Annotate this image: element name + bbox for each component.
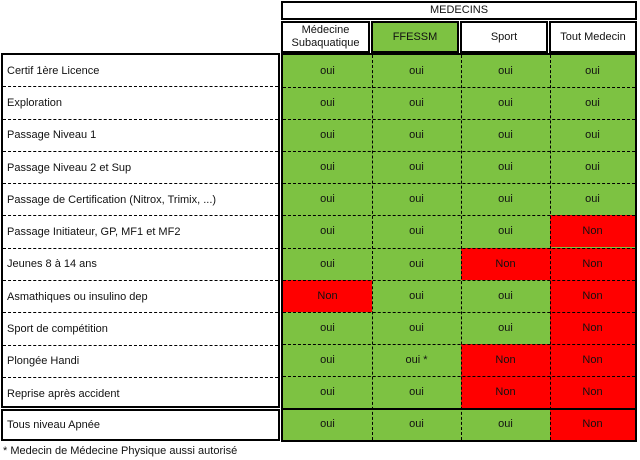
row-separator [283,312,635,313]
grid-cell: Non [550,344,635,376]
grid-cell: Non [550,312,635,344]
grid-cell: oui [320,65,335,78]
grid-cell: oui [498,161,513,174]
column-separator [550,55,551,440]
grid-cell: oui [320,225,335,238]
column-header-line1: Médecine [301,24,350,36]
row-separator [283,215,635,216]
grid-cell: oui [409,289,424,302]
grid-cell: oui [320,417,335,430]
row-separator [283,151,635,152]
grid-cell: oui [498,97,513,110]
row-separator [283,119,635,120]
grid-cell: Non [550,248,635,280]
grid-cell: oui [498,289,513,302]
row-label: Passage de Certification (Nitrox, Trimix, ...) [3,184,278,216]
row-label: Passage Niveau 2 et Sup [3,152,278,184]
grid-cell: oui [498,417,513,430]
column-separator [461,55,462,440]
row-separator [283,248,635,249]
grid-cell: Non [461,376,550,408]
grid-cell: Non [550,280,635,312]
grid-cell: oui [409,97,424,110]
grid-cell: oui [409,417,424,430]
grid-cell: oui [320,161,335,174]
grid-cell: oui [320,257,335,270]
grid-cell: oui * [405,353,428,366]
grid-cell: oui [585,161,600,174]
row-separator [283,408,635,410]
row-separator [283,344,635,345]
row-label: Asmathiques ou insulino dep [3,281,278,313]
grid-cell: oui [409,225,424,238]
grid-cell: oui [409,161,424,174]
grid-cell: oui [409,129,424,142]
grid-cell: oui [320,193,335,206]
grid-cell: oui [498,321,513,334]
column-separator [372,55,373,440]
grid-cell: Non [461,344,550,376]
footnote: * Medecin de Médecine Physique aussi autorisé [3,445,238,457]
row-separator [283,280,635,281]
grid-cell: oui [409,257,424,270]
grid-cell: oui [498,65,513,78]
column-header-line2: Subaquatique [291,37,360,49]
grid-cell: Non [550,215,635,247]
grid-cell: Non [461,248,550,280]
medecins-header: MEDECINS [281,1,637,20]
column-header-sport: Sport [460,21,548,53]
row-labels-panel [1,53,280,408]
row-label: Sport de compétition [3,313,278,345]
eligibility-grid [281,53,637,442]
grid-cell: oui [409,65,424,78]
column-header-ffessm: FFESSM [371,21,459,53]
row-label: Certif 1ère Licence [3,55,278,87]
row-label: Plongée Handi [3,346,278,378]
column-header-tout-medecin: Tout Medecin [549,21,637,53]
grid-cell: oui [409,193,424,206]
grid-cell: oui [409,321,424,334]
grid-cell: oui [320,385,335,398]
row-label: Jeunes 8 à 14 ans [3,249,278,281]
row-separator [283,376,635,377]
column-header-medecine-subaquatique [281,21,370,53]
grid-cell: oui [585,97,600,110]
row-label: Reprise après accident [7,388,120,401]
row-label: Passage Initiateur, GP, MF1 et MF2 [3,217,278,249]
grid-cell: Non [550,408,635,440]
grid-cell: oui [320,97,335,110]
row-label: Exploration [3,87,278,119]
row-separator [283,183,635,184]
grid-cell: oui [498,225,513,238]
grid-cell: Non [283,280,372,312]
grid-cell: oui [498,193,513,206]
row-separator [283,87,635,88]
grid-cell: oui [320,353,335,366]
grid-cell: oui [409,385,424,398]
grid-cell: oui [498,129,513,142]
row-label-tous-niveau-apnee: Tous niveau Apnée [1,409,280,441]
grid-cell: oui [585,193,600,206]
grid-cell: oui [585,65,600,78]
grid-cell: Non [550,376,635,408]
row-label: Passage Niveau 1 [3,120,278,152]
grid-cell: oui [320,321,335,334]
grid-cell: oui [585,129,600,142]
grid-cell: oui [320,129,335,142]
